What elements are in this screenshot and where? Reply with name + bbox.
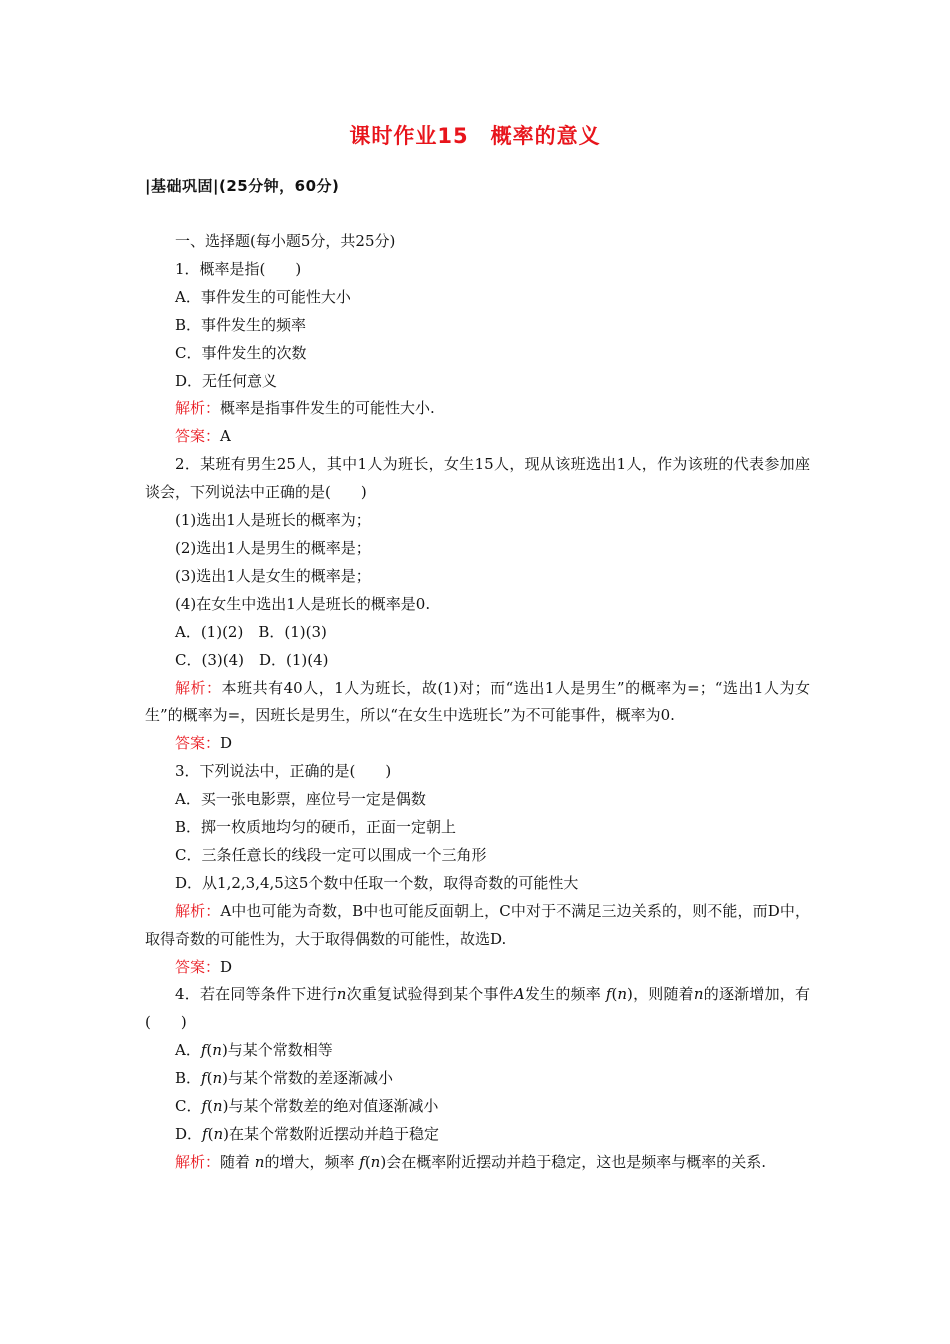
variable-n: n	[212, 1069, 223, 1088]
answer-value: D	[220, 957, 233, 976]
stem-text: 4．若在同等条件下进行	[175, 985, 337, 1004]
question-3-analysis	[145, 898, 810, 954]
option-letter: B．	[175, 1069, 202, 1088]
question-4-option-d	[145, 1121, 810, 1149]
question-3-option-c: C．三条任意长的线段一定可以围成一个三角形	[175, 845, 487, 864]
answer-label: 答案：	[175, 427, 221, 446]
paren: (	[611, 985, 618, 1004]
question-3-option-d: D．从1,2,3,4,5这5个数中任取一个数，取得奇数的可能性大	[175, 873, 579, 892]
paren: (	[364, 1152, 371, 1171]
variable-n: n	[212, 1041, 222, 1060]
question-4-stem	[145, 981, 810, 1037]
question-3-option-a: A．买一张电影票，座位号一定是偶数	[175, 790, 426, 809]
stem-text: 的逐渐增加，有( )	[145, 985, 810, 1032]
option-text: )与某个常数差的绝对值逐渐减小	[222, 1097, 439, 1116]
stem-text: )，则随着	[627, 985, 694, 1004]
question-2-answer	[145, 730, 810, 758]
variable-a: A	[513, 985, 525, 1004]
answer-value: A	[220, 427, 231, 446]
paren: (	[206, 1069, 213, 1088]
question-2-statement-1: (1)选出1人是班长的概率为；	[175, 511, 371, 530]
variable-n: n	[370, 1152, 381, 1171]
variable-n: n	[617, 985, 628, 1004]
option-letter: A．	[175, 1041, 201, 1060]
analysis-text: A中也可能为奇数，B中也可能反面朝上，C中对于不满足三边关系的，则不能，而D中，取得奇数的可能性为，大于取得偶数的可能性，故选D.	[145, 901, 810, 948]
answer-label: 答案：	[175, 734, 221, 753]
question-4-option-a	[145, 1037, 810, 1065]
variable-f: f	[201, 1097, 208, 1116]
variable-n: n	[693, 985, 704, 1004]
question-4-analysis	[145, 1149, 810, 1177]
variable-f: f	[605, 985, 612, 1004]
stem-text: 次重复试验得到某个事件	[346, 985, 514, 1004]
variable-n: n	[212, 1097, 223, 1116]
variable-f: f	[359, 1152, 365, 1171]
variable-f: f	[202, 1125, 208, 1143]
analysis-label: 解析：	[175, 1152, 221, 1171]
question-2-analysis	[145, 675, 810, 731]
analysis-text: )会在概率附近摆动并趋于稳定，这也是频率与概率的关系.	[380, 1152, 766, 1171]
question-1-analysis	[145, 395, 810, 423]
analysis-text: 随着	[220, 1152, 255, 1171]
variable-f: f	[200, 1041, 207, 1060]
variable-n: n	[336, 985, 347, 1004]
part-heading: 一、选择题(每小题5分，共25分)	[175, 232, 396, 250]
analysis-label: 解析：	[175, 399, 221, 418]
section-heading: |基础巩固|(25分钟，60分)	[145, 177, 340, 195]
answer-value: D	[220, 734, 233, 753]
analysis-text: 的增大，频率	[264, 1152, 360, 1171]
question-2-stem: 2．某班有男生25人，其中1人为班长，女生15人，现从该班选出1人，作为该班的代表参加座谈会，下列说法中正确的是( )	[145, 455, 810, 502]
question-2-options-cd: C．(3)(4) D．(1)(4)	[175, 650, 329, 669]
question-1-answer	[145, 423, 810, 451]
variable-n: n	[213, 1125, 224, 1143]
question-1-option-b: B．事件发生的频率	[175, 315, 307, 334]
option-letter: D．	[175, 1125, 203, 1143]
variable-f: f	[201, 1069, 207, 1088]
page-title: 课时作业15 概率的意义	[349, 124, 601, 148]
question-1-option-c: C．事件发生的次数	[175, 343, 307, 362]
question-2-statement-2: (2)选出1人是男生的概率是；	[175, 538, 371, 557]
analysis-text: 本班共有40人，1人为班长，故(1)对；而“选出1人是男生”的概率为=；“选出1人为女生”的概率为=，因班长是男生，所以“在女生中选班长”为不可能事件，概率为0.	[145, 678, 810, 725]
document-body	[145, 228, 810, 1177]
analysis-label: 解析：	[175, 678, 222, 697]
question-4-option-b	[145, 1065, 810, 1093]
answer-label: 答案：	[175, 957, 221, 976]
option-text: )与某个常数相等	[221, 1041, 333, 1060]
option-letter: C．	[175, 1097, 202, 1116]
question-3-stem: 3．下列说法中，正确的是( )	[175, 762, 392, 781]
question-3-option-b: B．掷一枚质地均匀的硬币，正面一定朝上	[175, 818, 457, 837]
question-1-stem: 1．概率是指( )	[175, 259, 302, 278]
option-text: )与某个常数的差逐渐减小	[222, 1069, 393, 1088]
question-1-option-d: D．无任何意义	[175, 371, 278, 390]
analysis-text: 概率是指事件发生的可能性大小.	[220, 399, 435, 418]
question-1-option-a: A．事件发生的可能性大小	[175, 287, 351, 306]
paren: (	[207, 1097, 213, 1116]
question-2-options-ab: A．(1)(2) B．(1)(3)	[175, 622, 327, 641]
question-2-statement-3: (3)选出1人是女生的概率是；	[175, 566, 371, 585]
paren: (	[207, 1125, 214, 1143]
question-2-statement-4: (4)在女生中选出1人是班长的概率是0.	[175, 594, 431, 613]
stem-text: 发生的频率	[524, 985, 606, 1004]
question-4-option-c	[145, 1093, 810, 1121]
option-text: )在某个常数附近摆动并趋于稳定	[223, 1125, 439, 1143]
paren: (	[206, 1041, 213, 1060]
analysis-label: 解析：	[175, 901, 221, 920]
question-3-answer	[145, 954, 810, 982]
variable-n: n	[254, 1152, 265, 1171]
